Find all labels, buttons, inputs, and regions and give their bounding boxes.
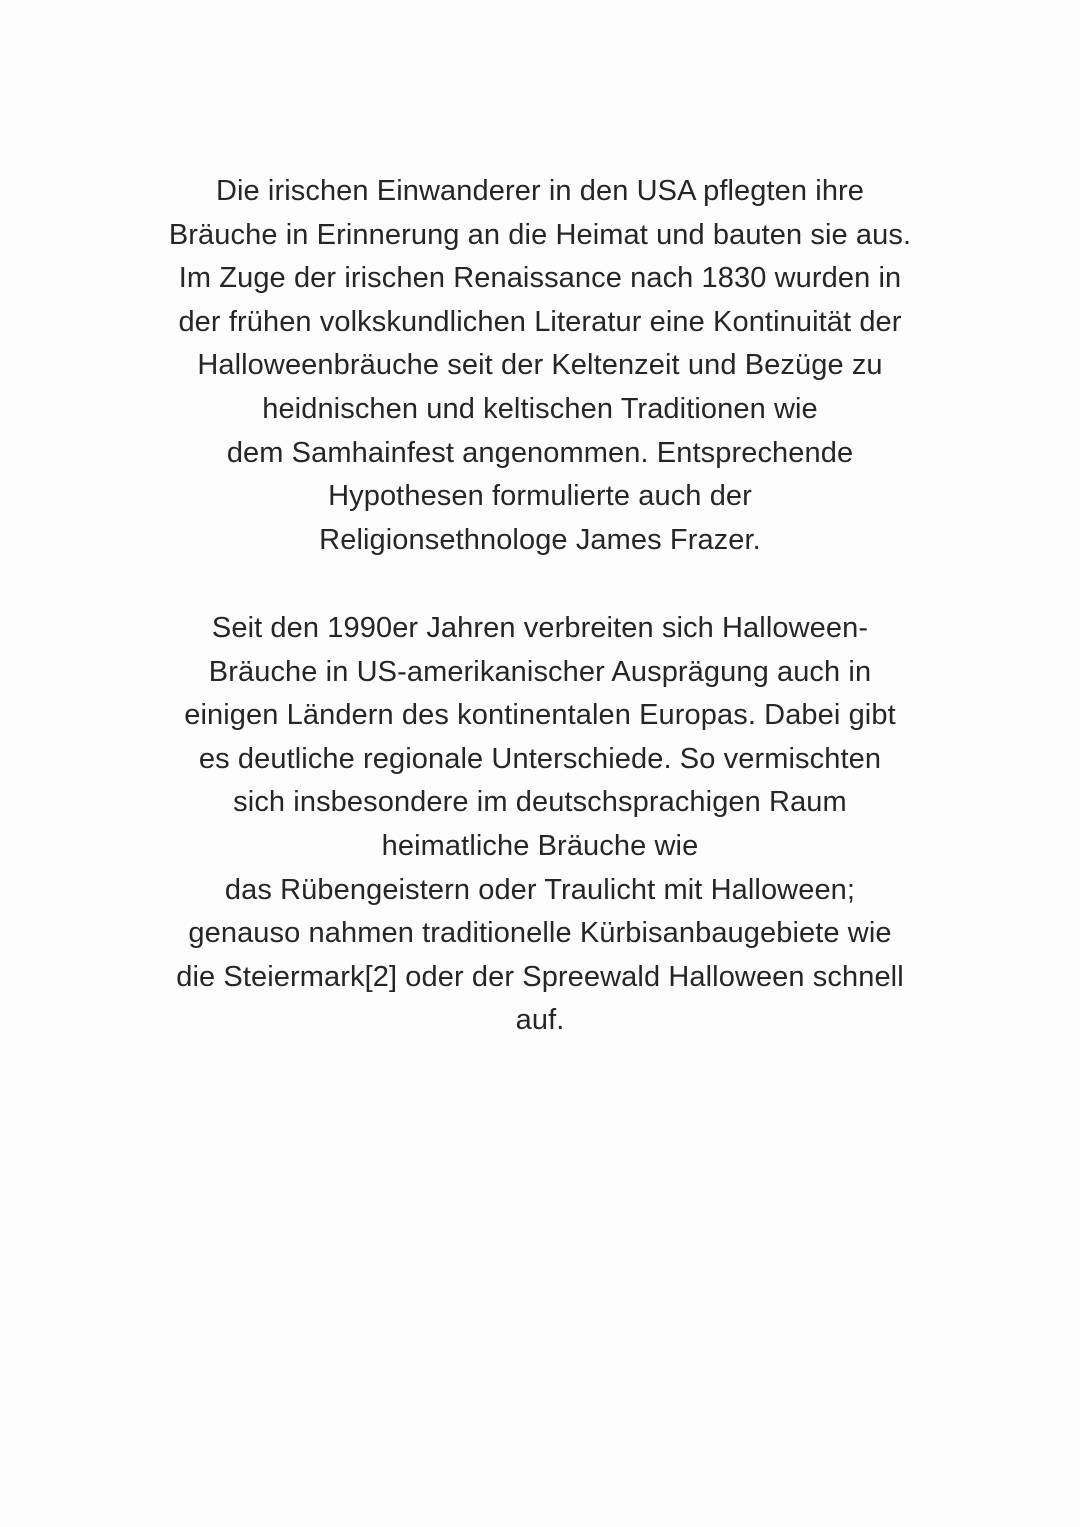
text-line: Halloweenbräuche seit der Keltenzeit und Bezüge zu xyxy=(197,349,883,382)
text-line: das Rübengeistern oder Traulicht mit Halloween; xyxy=(224,873,856,906)
text-line: Seit den 1990er Jahren verbreiten sich Halloween- xyxy=(211,612,869,644)
text-line: auf. xyxy=(515,1004,565,1037)
paragraph-2 xyxy=(120,607,960,1043)
text-line: Religionsethnologe James Frazer. xyxy=(319,523,761,556)
text-line: die Steiermark[2] oder der Spreewald Halloween schnell xyxy=(176,960,904,993)
text-line: heidnischen und keltischen Traditionen wie xyxy=(262,392,818,425)
text-line: heimatliche Bräuche wie xyxy=(381,829,699,862)
text-line: Die irischen Einwanderer in den USA pflegten ihre xyxy=(215,175,865,207)
text-line: Im Zuge der irischen Renaissance nach 1830 wurden in xyxy=(178,262,902,295)
paragraph-1 xyxy=(120,170,960,562)
text-line: genauso nahmen traditionelle Kürbisanbaugebiete wie xyxy=(188,917,892,950)
text-line: Hypothesen formulierte auch der xyxy=(328,480,752,513)
text-line: Bräuche in Erinnerung an die Heimat und bauten sie aus. xyxy=(168,218,912,251)
text-line: es deutliche regionale Unterschiede. So vermischten xyxy=(198,742,882,775)
text-line: einigen Ländern des kontinentalen Europas. Dabei gibt xyxy=(184,699,896,732)
text-line: der frühen volkskundlichen Literatur eine Kontinuität der xyxy=(178,305,902,338)
text-line: Bräuche in US-amerikanischer Ausprägung auch in xyxy=(208,655,872,688)
text-line: dem Samhainfest angenommen. Entsprechende xyxy=(226,436,854,469)
text-line: sich insbesondere im deutschsprachigen Raum xyxy=(233,786,847,819)
